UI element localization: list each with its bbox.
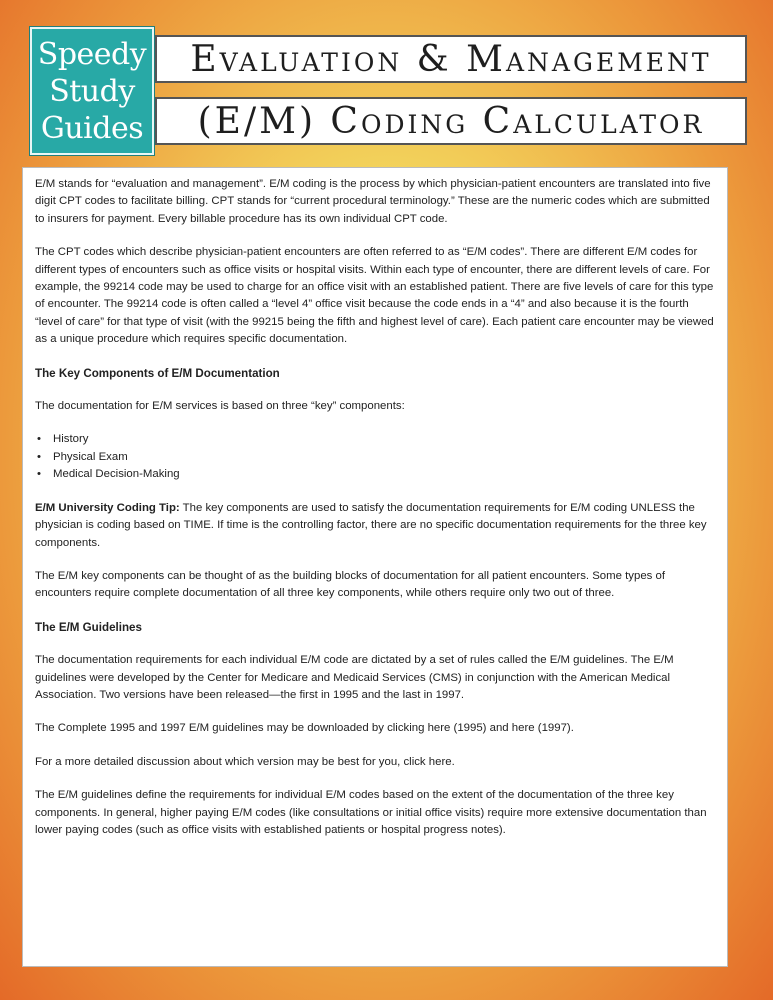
coding-tip-label: E/M University Coding Tip:: [35, 501, 180, 514]
logo-line-1: Speedy: [37, 36, 147, 72]
coding-tip-text: The key components are used to satisfy the documentation requirements for E/M coding UNLESS the physician is coding based on TIME. If time is the controlling factor, there are no specific documentation requirements for the three key components.: [35, 501, 707, 549]
section-heading-guidelines: The E/M Guidelines: [35, 620, 142, 634]
building-blocks-paragraph: The E/M key components can be thought of as the building blocks of documentation for all patient encounters. Some types of encounters require complete documentation of all three key components, while others require only two out of three.: [35, 569, 666, 600]
title-line-2: (E/M) Coding Calculator: [155, 97, 747, 145]
requirements-paragraph: The E/M guidelines define the requirements for individual E/M codes based on the extent of the documentation of the three key components. In general, higher paying E/M codes (like consultations or initial office visits) require more extensive documentation than lower paying codes (such as office visits with established patients or hospital progress notes).: [35, 789, 707, 836]
intro-paragraph: E/M stands for “evaluation and management”. E/M coding is the process by which physician-patient encounters are translated into five digit CPT codes to facilitate billing. CPT stands for “current procedural terminology.” These are the numeric codes which are submitted to insurers for payment. Every billable procedure has its own individual CPT code.: [35, 178, 711, 225]
coding-tip: [35, 500, 717, 552]
key-components-list: [35, 431, 717, 483]
document-body: [22, 167, 728, 967]
guidelines-paragraph: The documentation requirements for each individual E/M code are dictated by a set of rules called the E/M guidelines. The E/M guidelines were developed by the Center for Medicare and Medicaid Services (CMS) in conjunction with the American Medical Association. Two versions have been released—the first in 1995 and the last in 1997.: [35, 654, 674, 701]
download-paragraph: The Complete 1995 and 1997 E/M guidelines may be downloaded by clicking here (1995) and here (1997).: [35, 722, 574, 735]
list-item: • History: [57, 431, 717, 448]
list-item: • Medical Decision-Making: [57, 466, 717, 483]
discussion-paragraph: For a more detailed discussion about which version may be best for you, click here.: [35, 755, 455, 768]
section-heading-key-components: The Key Components of E/M Documentation: [35, 366, 280, 380]
publisher-logo: [30, 27, 154, 155]
logo-line-3: Guides: [40, 110, 144, 146]
key-components-intro: The documentation for E/M services is based on three “key” components:: [35, 400, 405, 413]
list-item: • Physical Exam: [57, 449, 717, 466]
cpt-paragraph: The CPT codes which describe physician-patient encounters are often referred to as “E/M codes”. There are different E/M codes for different types of encounters such as office visits or hospital visits. Within each type of encounter, there are different levels of care. For example, the 99214 code may be used to charge for an office visit with an established patient. There are five levels of care for this type of encounter. The 99214 code is often called a “level 4” office visit because the code ends in a “4” and also because it is the fourth “level of care” for that type of visit (with the 99215 being the fifth and highest level of care). Each patient care encounter may be viewed as a unique procedure which requires specific documentation.: [35, 246, 714, 346]
logo-line-2: Study: [49, 73, 135, 109]
title-line-1: Evaluation & Management: [155, 35, 747, 83]
